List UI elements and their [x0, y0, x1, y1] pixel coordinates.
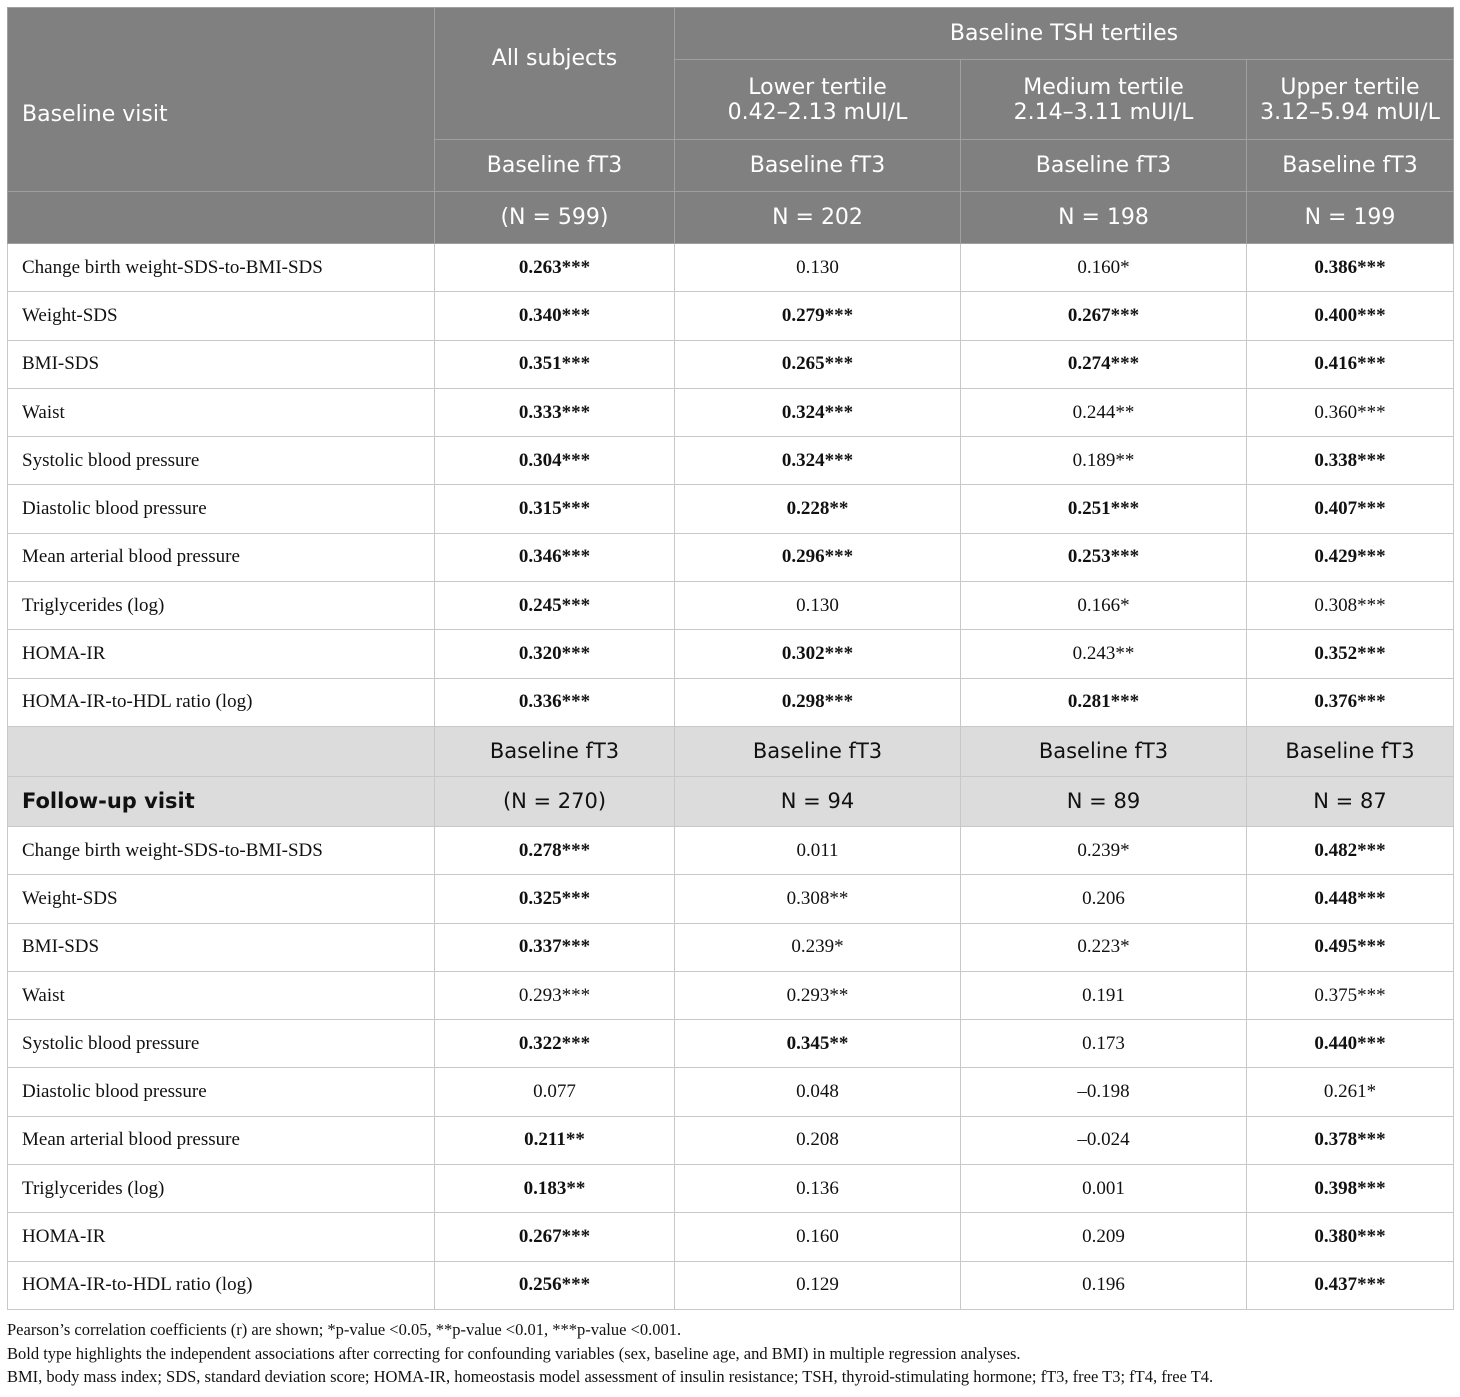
correlation-cell: 0.048 — [675, 1068, 961, 1116]
row-label: Triglycerides (log) — [8, 582, 435, 630]
correlation-cell: 0.351*** — [435, 340, 675, 388]
correlation-cell: 0.239* — [675, 923, 961, 971]
footnote: Bold type highlights the independent associations after correcting for confounding variables (sex, baseline age, and BMI) in multiple regression analyses. — [7, 1343, 1021, 1363]
correlation-cell: 0.333*** — [435, 388, 675, 436]
table-row — [8, 437, 1454, 485]
sample-size-header: N = 87 — [1247, 776, 1454, 826]
sample-size-header: N = 199 — [1247, 192, 1454, 244]
correlation-cell: 0.302*** — [675, 630, 961, 678]
correlation-cell: 0.304*** — [435, 437, 675, 485]
followup-sample-size-row — [8, 776, 1454, 826]
correlation-cell: 0.244** — [961, 388, 1247, 436]
table-row — [8, 1165, 1454, 1213]
row-label: Waist — [8, 971, 435, 1019]
correlation-cell: 0.360*** — [1247, 388, 1454, 436]
all-subjects-header: All subjects — [435, 8, 675, 140]
correlation-cell: 0.077 — [435, 1068, 675, 1116]
medium-tertile-range: 2.14–3.11 mUI/L — [1013, 99, 1194, 125]
variable-header: Baseline fT3 — [961, 726, 1247, 776]
correlation-cell: 0.375*** — [1247, 971, 1454, 1019]
row-label: Triglycerides (log) — [8, 1165, 435, 1213]
correlation-cell: 0.378*** — [1247, 1116, 1454, 1164]
correlation-cell: 0.206 — [961, 875, 1247, 923]
table-row — [8, 678, 1454, 726]
correlation-cell: 0.325*** — [435, 875, 675, 923]
tsh-tertiles-header: Baseline TSH tertiles — [675, 8, 1454, 60]
correlation-table-container — [7, 7, 1453, 1310]
table-row — [8, 1261, 1454, 1309]
correlation-cell: 0.267*** — [435, 1213, 675, 1261]
footnote: BMI, body mass index; SDS, standard deviation score; HOMA-IR, homeostasis model assessment of insulin resistance; TSH, thyroid-stimulating hormone; fT3, free T3; fT4, free T4. — [7, 1367, 1214, 1386]
correlation-cell: 0.261* — [1247, 1068, 1454, 1116]
correlation-cell: 0.130 — [675, 582, 961, 630]
correlation-cell: 0.166* — [961, 582, 1247, 630]
correlation-cell: 0.183** — [435, 1165, 675, 1213]
row-label: Mean arterial blood pressure — [8, 533, 435, 581]
correlation-cell: 0.324*** — [675, 437, 961, 485]
correlation-cell: 0.400*** — [1247, 292, 1454, 340]
correlation-cell: 0.345** — [675, 1020, 961, 1068]
correlation-cell: 0.245*** — [435, 582, 675, 630]
row-label: Diastolic blood pressure — [8, 485, 435, 533]
table-row — [8, 1213, 1454, 1261]
baseline-visit-header: Baseline visit — [8, 8, 435, 192]
correlation-cell: 0.320*** — [435, 630, 675, 678]
correlation-cell: 0.211** — [435, 1116, 675, 1164]
correlation-cell: 0.336*** — [435, 678, 675, 726]
correlation-cell: 0.011 — [675, 826, 961, 874]
correlation-cell: 0.352*** — [1247, 630, 1454, 678]
correlation-cell: 0.129 — [675, 1261, 961, 1309]
correlation-cell: 0.253*** — [961, 533, 1247, 581]
table-row — [8, 971, 1454, 1019]
variable-header: Baseline fT3 — [1247, 140, 1454, 192]
sample-size-header: (N = 599) — [435, 192, 675, 244]
correlation-cell: 0.136 — [675, 1165, 961, 1213]
correlation-cell: –0.198 — [961, 1068, 1247, 1116]
followup-variable-row — [8, 726, 1454, 776]
row-label: Change birth weight-SDS-to-BMI-SDS — [8, 826, 435, 874]
correlation-cell: 0.278*** — [435, 826, 675, 874]
variable-header: Baseline fT3 — [435, 726, 675, 776]
correlation-cell: 0.279*** — [675, 292, 961, 340]
correlation-cell: 0.196 — [961, 1261, 1247, 1309]
table-row — [8, 1116, 1454, 1164]
variable-header: Baseline fT3 — [675, 140, 961, 192]
footnote: Pearson’s correlation coefficients (r) are shown; *p-value <0.05, **p-value <0.01, ***p-value <0.001. — [7, 1320, 682, 1339]
table-row — [8, 533, 1454, 581]
table-row — [8, 1068, 1454, 1116]
correlation-cell: 0.239* — [961, 826, 1247, 874]
medium-tertile-header — [961, 60, 1247, 140]
sample-size-header: (N = 270) — [435, 776, 675, 826]
row-label: BMI-SDS — [8, 340, 435, 388]
correlation-cell: 0.228** — [675, 485, 961, 533]
correlation-cell: 0.398*** — [1247, 1165, 1454, 1213]
lower-tertile-title: Lower tertile — [748, 74, 887, 100]
correlation-cell: 0.440*** — [1247, 1020, 1454, 1068]
correlation-cell: 0.223* — [961, 923, 1247, 971]
correlation-cell: 0.243** — [961, 630, 1247, 678]
correlation-cell: 0.346*** — [435, 533, 675, 581]
empty-header-cell — [8, 726, 435, 776]
row-label: Systolic blood pressure — [8, 437, 435, 485]
variable-header: Baseline fT3 — [1247, 726, 1454, 776]
correlation-cell: 0.265*** — [675, 340, 961, 388]
correlation-cell: 0.340*** — [435, 292, 675, 340]
table-row — [8, 630, 1454, 678]
correlation-cell: 0.293** — [675, 971, 961, 1019]
table-row — [8, 244, 1454, 292]
sample-size-header: N = 94 — [675, 776, 961, 826]
correlation-table — [7, 7, 1454, 1310]
correlation-cell: 0.274*** — [961, 340, 1247, 388]
followup-visit-header: Follow-up visit — [8, 776, 435, 826]
correlation-cell: 0.376*** — [1247, 678, 1454, 726]
correlation-cell: 0.482*** — [1247, 826, 1454, 874]
correlation-cell: 0.281*** — [961, 678, 1247, 726]
correlation-cell: 0.437*** — [1247, 1261, 1454, 1309]
correlation-cell: 0.416*** — [1247, 340, 1454, 388]
correlation-cell: 0.191 — [961, 971, 1247, 1019]
correlation-cell: 0.324*** — [675, 388, 961, 436]
correlation-cell: 0.386*** — [1247, 244, 1454, 292]
table-row — [8, 388, 1454, 436]
correlation-cell: 0.293*** — [435, 971, 675, 1019]
correlation-cell: 0.429*** — [1247, 533, 1454, 581]
correlation-cell: 0.448*** — [1247, 875, 1454, 923]
row-label: Weight-SDS — [8, 292, 435, 340]
table-row — [8, 582, 1454, 630]
correlation-cell: 0.338*** — [1247, 437, 1454, 485]
correlation-cell: 0.315*** — [435, 485, 675, 533]
row-label: Systolic blood pressure — [8, 1020, 435, 1068]
correlation-cell: 0.407*** — [1247, 485, 1454, 533]
row-label: Diastolic blood pressure — [8, 1068, 435, 1116]
row-label: HOMA-IR — [8, 630, 435, 678]
table-row — [8, 1020, 1454, 1068]
variable-header: Baseline fT3 — [961, 140, 1247, 192]
table-footnotes — [7, 1318, 1453, 1389]
correlation-cell: 0.001 — [961, 1165, 1247, 1213]
correlation-cell: 0.322*** — [435, 1020, 675, 1068]
upper-tertile-range: 3.12–5.94 mUI/L — [1260, 99, 1440, 125]
empty-header-cell — [8, 192, 435, 244]
correlation-cell: 0.308** — [675, 875, 961, 923]
medium-tertile-title: Medium tertile — [1023, 74, 1184, 100]
correlation-cell: 0.251*** — [961, 485, 1247, 533]
sample-size-header: N = 202 — [675, 192, 961, 244]
correlation-cell: 0.160 — [675, 1213, 961, 1261]
correlation-cell: 0.267*** — [961, 292, 1247, 340]
row-label: Weight-SDS — [8, 875, 435, 923]
table-row — [8, 875, 1454, 923]
variable-header: Baseline fT3 — [435, 140, 675, 192]
row-label: Mean arterial blood pressure — [8, 1116, 435, 1164]
correlation-cell: 0.337*** — [435, 923, 675, 971]
correlation-cell: 0.160* — [961, 244, 1247, 292]
sample-size-header: N = 89 — [961, 776, 1247, 826]
correlation-cell: 0.173 — [961, 1020, 1247, 1068]
correlation-cell: 0.308*** — [1247, 582, 1454, 630]
row-label: Waist — [8, 388, 435, 436]
correlation-cell: 0.189** — [961, 437, 1247, 485]
correlation-cell: 0.209 — [961, 1213, 1247, 1261]
table-row — [8, 826, 1454, 874]
correlation-cell: 0.130 — [675, 244, 961, 292]
correlation-cell: –0.024 — [961, 1116, 1247, 1164]
row-label: HOMA-IR-to-HDL ratio (log) — [8, 678, 435, 726]
correlation-cell: 0.495*** — [1247, 923, 1454, 971]
table-row — [8, 485, 1454, 533]
correlation-cell: 0.208 — [675, 1116, 961, 1164]
correlation-cell: 0.263*** — [435, 244, 675, 292]
upper-tertile-title: Upper tertile — [1280, 74, 1420, 100]
row-label: HOMA-IR-to-HDL ratio (log) — [8, 1261, 435, 1309]
row-label: HOMA-IR — [8, 1213, 435, 1261]
lower-tertile-range: 0.42–2.13 mUI/L — [727, 99, 908, 125]
correlation-cell: 0.296*** — [675, 533, 961, 581]
table-row — [8, 292, 1454, 340]
correlation-cell: 0.380*** — [1247, 1213, 1454, 1261]
table-row — [8, 923, 1454, 971]
upper-tertile-header — [1247, 60, 1454, 140]
row-label: Change birth weight-SDS-to-BMI-SDS — [8, 244, 435, 292]
table-row — [8, 340, 1454, 388]
correlation-cell: 0.298*** — [675, 678, 961, 726]
variable-header: Baseline fT3 — [675, 726, 961, 776]
sample-size-header: N = 198 — [961, 192, 1247, 244]
correlation-cell: 0.256*** — [435, 1261, 675, 1309]
lower-tertile-header — [675, 60, 961, 140]
row-label: BMI-SDS — [8, 923, 435, 971]
